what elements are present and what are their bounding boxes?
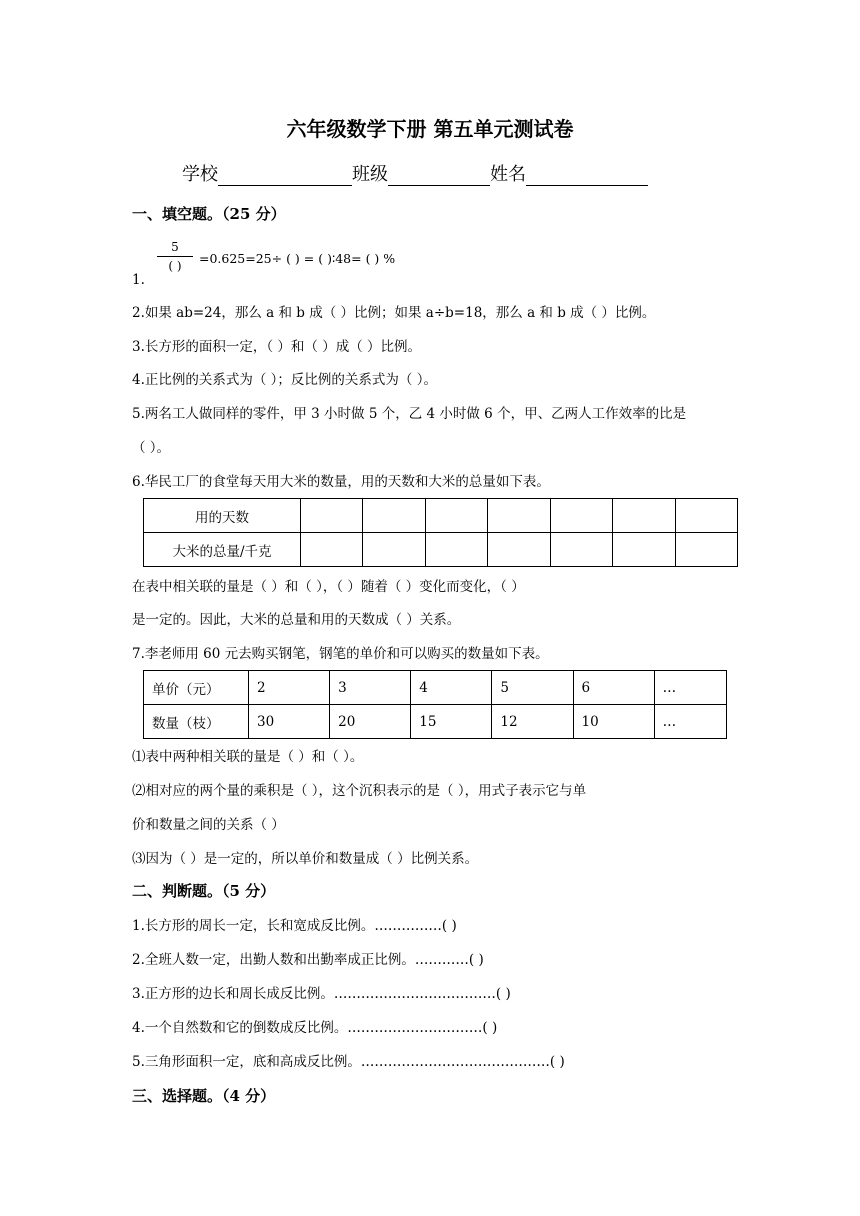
table-row <box>144 533 738 567</box>
table-row <box>144 499 738 533</box>
q1-index: 1. <box>132 272 145 288</box>
table-cell <box>301 533 363 567</box>
table-cell: … <box>654 671 726 705</box>
name-blank <box>526 165 648 186</box>
table-cell <box>675 533 737 567</box>
table-cell <box>301 499 363 533</box>
table-cell <box>550 499 612 533</box>
table-cell: 20 <box>330 705 411 739</box>
judge-item-3: 3.正方形的边长和周长成反比例。………………………………( ) <box>132 986 511 1002</box>
table-cell: 15 <box>411 705 492 739</box>
table-cell <box>363 499 425 533</box>
table-pen-price <box>143 670 727 739</box>
judge-item-1: 1.长方形的周长一定，长和宽成反比例。……………( ) <box>132 918 457 934</box>
table-cell <box>488 499 550 533</box>
q7-part1: ⑴表中两种相关联的量是（ ）和（ ）。 <box>132 749 364 765</box>
table-cell: 2 <box>249 671 330 705</box>
q1-numerator: 5 <box>157 240 193 257</box>
q1-fraction <box>157 240 193 273</box>
table-cell <box>550 533 612 567</box>
table-cell: 单价（元） <box>144 671 249 705</box>
school-blank <box>218 165 352 186</box>
table-cell <box>613 499 675 533</box>
judge-item-2: 2.全班人数一定，出勤人数和出勤率成正比例。…………( ) <box>132 952 484 968</box>
table-cell: 10 <box>573 705 654 739</box>
table-cell <box>363 533 425 567</box>
table-rice-usage <box>143 498 738 567</box>
q5-line2: （ ）。 <box>132 440 171 456</box>
table-cell <box>425 499 487 533</box>
q7-part3: ⑶因为（ ）是一定的，所以单价和数量成（ ）比例关系。 <box>132 851 479 867</box>
table-cell <box>425 533 487 567</box>
q4: 4.正比例的关系式为（ ）；反比例的关系式为（ ）。 <box>132 372 437 388</box>
judge-item-4: 4.一个自然数和它的倒数成反比例。…………………………( ) <box>132 1020 498 1036</box>
table-cell <box>613 533 675 567</box>
section1-heading: 一、填空题。（25 分） <box>132 205 286 223</box>
q3: 3.长方形的面积一定，（ ）和（ ）成（ ）比例。 <box>132 339 422 355</box>
table-row <box>144 671 727 705</box>
q7-part2-line2: 价和数量之间的关系（ ） <box>132 817 285 833</box>
q6: 6.华民工厂的食堂每天用大米的数量，用的天数和大米的总量如下表。 <box>132 474 550 490</box>
judge-item-5: 5.三角形面积一定，底和高成反比例。……………………………………( ) <box>132 1054 565 1070</box>
table-row <box>144 705 727 739</box>
table-cell: 3 <box>330 671 411 705</box>
table-cell: 30 <box>249 705 330 739</box>
table-header-cell: 大米的总量/千克 <box>144 533 301 567</box>
table-cell <box>488 533 550 567</box>
q6-after-line1: 在表中相关联的量是（ ）和（ ），（ ）随着（ ）变化而变化，（ ） <box>132 579 525 595</box>
page-title: 六年级数学下册 第五单元测试卷 <box>286 117 574 141</box>
q2: 2.如果 ab=24，那么 a 和 b 成（ ）比例；如果 a÷b=18，那么 a 和 b 成（ ）比例。 <box>132 305 656 321</box>
q5-line1: 5.两名工人做同样的零件，甲 3 小时做 5 个，乙 4 小时做 6 个，甲、乙两人工作效率的比是 <box>132 406 687 422</box>
section3-heading: 三、选择题。（4 分） <box>132 1087 276 1105</box>
class-blank <box>388 165 490 186</box>
class-label: 班级 <box>352 164 388 185</box>
q6-after-line2: 是一定的。因此，大米的总量和用的天数成（ ）关系。 <box>132 612 461 628</box>
q1-denominator: ( ) <box>168 259 182 273</box>
table-cell: 5 <box>492 671 573 705</box>
table-cell <box>675 499 737 533</box>
q1-expression: =0.625=25÷ ( ) = ( )∶48= ( ) % <box>199 251 396 266</box>
table-cell: 数量（枝） <box>144 705 249 739</box>
table-cell: 12 <box>492 705 573 739</box>
student-info-line <box>182 160 648 186</box>
table-header-cell: 用的天数 <box>144 499 301 533</box>
q7: 7.李老师用 60 元去购买钢笔，钢笔的单价和可以购买的数量如下表。 <box>132 646 549 662</box>
section2-heading: 二、判断题。（5 分） <box>132 882 276 900</box>
table-cell: 6 <box>573 671 654 705</box>
table-cell: … <box>654 705 726 739</box>
q7-part2-line1: ⑵相对应的两个量的乘积是（ ），这个沉积表示的是（ ），用式子表示它与单 <box>132 783 587 799</box>
school-label: 学校 <box>182 164 218 185</box>
table-cell: 4 <box>411 671 492 705</box>
name-label: 姓名 <box>490 164 526 185</box>
